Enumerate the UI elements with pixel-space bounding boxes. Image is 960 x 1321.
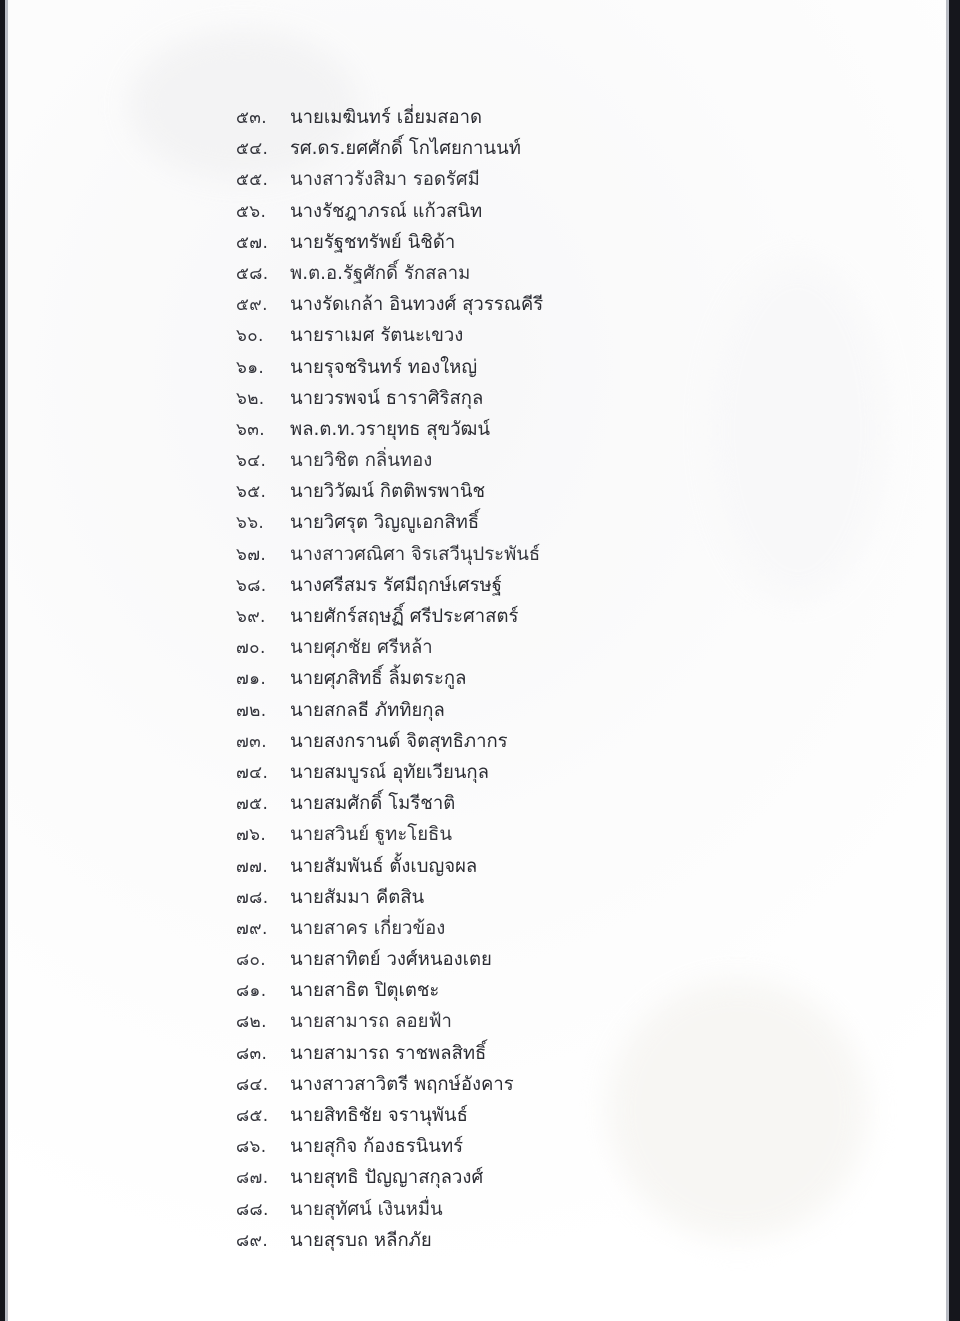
list-item-number: ๕๘. bbox=[236, 263, 269, 284]
list-item-name: นายศุภสิทธิ์ ลิ้มตระกูล bbox=[290, 668, 467, 690]
list-item-number: ๕๖. bbox=[236, 201, 267, 222]
scan-edge-gutter-left bbox=[5, 0, 8, 1321]
list-item-name: พ.ต.อ.รัฐศักดิ์ รักสลาม bbox=[290, 262, 471, 284]
list-item-name: นางศรีสมร รัศมีฤกษ์เศรษฐ์ bbox=[290, 574, 502, 596]
list-item-number: ๕๔. bbox=[236, 139, 269, 160]
list-item bbox=[236, 354, 796, 385]
list-item bbox=[236, 416, 796, 447]
list-item bbox=[236, 1196, 796, 1227]
list-item-name: นายวิวัฒน์ กิตติพรพานิช bbox=[290, 481, 486, 503]
list-item bbox=[236, 198, 796, 229]
list-item-number: ๘๑. bbox=[236, 981, 267, 1002]
list-item bbox=[236, 104, 796, 135]
list-item bbox=[236, 977, 796, 1008]
list-item-number: ๖๕. bbox=[236, 482, 267, 503]
list-item bbox=[236, 447, 796, 478]
list-item bbox=[236, 322, 796, 353]
list-item-name: นายสาคร เกี่ยวข้อง bbox=[290, 917, 446, 939]
list-item-number: ๕๓. bbox=[236, 108, 268, 128]
list-item-name: นายสามารถ ลอยฟ้า bbox=[290, 1011, 452, 1033]
list-item bbox=[236, 1164, 796, 1195]
list-item-name: นางสาวสาวิตรี พฤกษ์อังคาร bbox=[290, 1073, 514, 1095]
list-item-number: ๗๖. bbox=[236, 825, 267, 846]
list-item bbox=[236, 884, 796, 915]
list-item-number: ๖๖. bbox=[236, 513, 265, 534]
list-item bbox=[236, 291, 796, 322]
list-item-number: ๗๓. bbox=[236, 731, 268, 752]
list-item bbox=[236, 634, 796, 665]
list-item-name: นายสุรบถ หลีกภัย bbox=[290, 1229, 432, 1251]
scan-edge-gutter-right bbox=[946, 0, 949, 1321]
list-item-name: รศ.ดร.ยศศักดิ์ โกไศยกานนท์ bbox=[290, 138, 521, 160]
list-item-name: นางรัชฎาภรณ์ แก้วสนิท bbox=[290, 200, 483, 222]
list-item bbox=[236, 1133, 796, 1164]
list-item bbox=[236, 1102, 796, 1133]
list-item-name: นายสิทธิชัย จรานุพันธ์ bbox=[290, 1105, 468, 1126]
list-item-number: ๖๔. bbox=[236, 451, 267, 472]
list-item bbox=[236, 1008, 796, 1039]
list-item-number: ๖๓. bbox=[236, 419, 266, 440]
list-item bbox=[236, 1071, 796, 1102]
list-item-name: นายสุกิจ ก้องธรนินทร์ bbox=[290, 1136, 464, 1158]
list-item-name: นางสาวศณิศา จิรเสวีนุประพันธ์ bbox=[290, 543, 541, 565]
list-item-name: นายราเมศ รัตนะเขวง bbox=[290, 325, 464, 347]
list-item-number: ๘๘. bbox=[236, 1199, 269, 1220]
list-item bbox=[236, 166, 796, 197]
list-item-number: ๗๙. bbox=[236, 918, 268, 939]
list-item-number: ๖๙. bbox=[236, 607, 266, 627]
list-item bbox=[236, 385, 796, 416]
list-item bbox=[236, 229, 796, 260]
list-item-number: ๖๗. bbox=[236, 544, 267, 565]
list-item-name: นายเมฆินทร์ เอี่ยมสอาด bbox=[290, 107, 483, 128]
list-item-number: ๖๐. bbox=[236, 326, 264, 347]
list-item-name: นายสมศักดิ์ โมรีชาติ bbox=[290, 793, 456, 815]
list-item-name: นายวรพจน์ ธาราศิริสกุล bbox=[290, 387, 484, 409]
scan-edge-artifact-right bbox=[949, 0, 960, 1321]
list-item bbox=[236, 697, 796, 728]
list-item-number: ๘๖. bbox=[236, 1137, 267, 1158]
list-item-name: นายสาธิต ปิตุเตชะ bbox=[290, 980, 440, 1002]
list-item bbox=[236, 478, 796, 509]
list-item-number: ๖๑. bbox=[236, 357, 265, 378]
list-item-name: นายสงกรานต์ จิตสุทธิภากร bbox=[290, 730, 508, 752]
list-item-number: ๘๗. bbox=[236, 1168, 269, 1189]
list-item-number: ๕๙. bbox=[236, 295, 268, 316]
list-item-number: ๗๔. bbox=[236, 762, 269, 783]
list-item bbox=[236, 853, 796, 884]
list-item-name: พล.ต.ท.วรายุทธ สุขวัฒน์ bbox=[290, 418, 490, 440]
list-item-name: นายสวินย์ ฐูทะโยธิน bbox=[290, 824, 452, 846]
list-item-name: นายสุทธิ ปัญญาสกุลวงศ์ bbox=[290, 1167, 484, 1189]
list-item bbox=[236, 915, 796, 946]
list-item-number: ๗๗. bbox=[236, 856, 269, 877]
list-item-number: ๗๘. bbox=[236, 887, 269, 908]
numbered-name-list bbox=[236, 104, 796, 1258]
list-item bbox=[236, 603, 796, 634]
list-item-name: นางสาวรังสิมา รอดรัศมี bbox=[290, 169, 480, 191]
list-item-number: ๘๕. bbox=[236, 1106, 269, 1126]
list-item-number: ๗๑. bbox=[236, 669, 267, 690]
list-item-name: นายรัฐชทรัพย์ นิชิด้า bbox=[290, 231, 456, 253]
list-item-number: ๘๙. bbox=[236, 1230, 269, 1251]
list-item-name: นายศักร์สฤษฏิ์ ศรีประศาสตร์ bbox=[290, 606, 519, 627]
list-item-number: ๗๐. bbox=[236, 638, 266, 659]
list-item bbox=[236, 1040, 796, 1071]
list-item bbox=[236, 541, 796, 572]
list-item-number: ๕๕. bbox=[236, 170, 269, 191]
list-item bbox=[236, 728, 796, 759]
list-item-name: นายวิชิต กลิ่นทอง bbox=[290, 450, 433, 472]
list-item bbox=[236, 135, 796, 166]
list-item-name: นางรัดเกล้า อินทวงศ์ สุวรรณคีรี bbox=[290, 294, 544, 316]
list-item-name: นายศุภชัย ศรีหล้า bbox=[290, 637, 433, 659]
list-item bbox=[236, 821, 796, 852]
list-item-name: นายสาทิตย์ วงศ์หนองเตย bbox=[290, 949, 492, 971]
list-item bbox=[236, 572, 796, 603]
list-item-name: นายสามารถ ราชพลสิทธิ์ bbox=[290, 1042, 487, 1064]
list-item bbox=[236, 260, 796, 291]
list-item-number: ๖๘. bbox=[236, 575, 267, 596]
list-item-name: นายสัมมา คีตสิน bbox=[290, 886, 425, 908]
list-item-number: ๘๔. bbox=[236, 1074, 269, 1095]
list-item-name: นายสกลธี ภัททิยกุล bbox=[290, 699, 445, 721]
list-item-name: นายวิศรุต วิญญูเอกสิทธิ์ bbox=[290, 512, 480, 534]
list-item-name: นายสมบูรณ์ อุทัยเวียนกุล bbox=[290, 761, 489, 783]
list-item-number: ๗๒. bbox=[236, 700, 267, 721]
list-item-name: นายรุจชรินทร์ ทองใหญ่ bbox=[290, 356, 478, 378]
list-item-name: นายสัมพันธ์ ตั้งเบญจผล bbox=[290, 855, 478, 877]
list-item bbox=[236, 509, 796, 540]
list-item bbox=[236, 946, 796, 977]
list-item bbox=[236, 1227, 796, 1258]
list-item bbox=[236, 790, 796, 821]
list-item-number: ๘๐. bbox=[236, 950, 267, 971]
list-item-number: ๘๒. bbox=[236, 1012, 267, 1033]
list-item-number: ๗๕. bbox=[236, 794, 269, 815]
list-item-number: ๘๓. bbox=[236, 1043, 268, 1064]
list-item-name: นายสุทัศน์ เงินหมื่น bbox=[290, 1198, 443, 1220]
list-item bbox=[236, 759, 796, 790]
list-item-number: ๖๒. bbox=[236, 388, 265, 409]
list-item bbox=[236, 665, 796, 696]
list-item-number: ๕๗. bbox=[236, 232, 269, 253]
